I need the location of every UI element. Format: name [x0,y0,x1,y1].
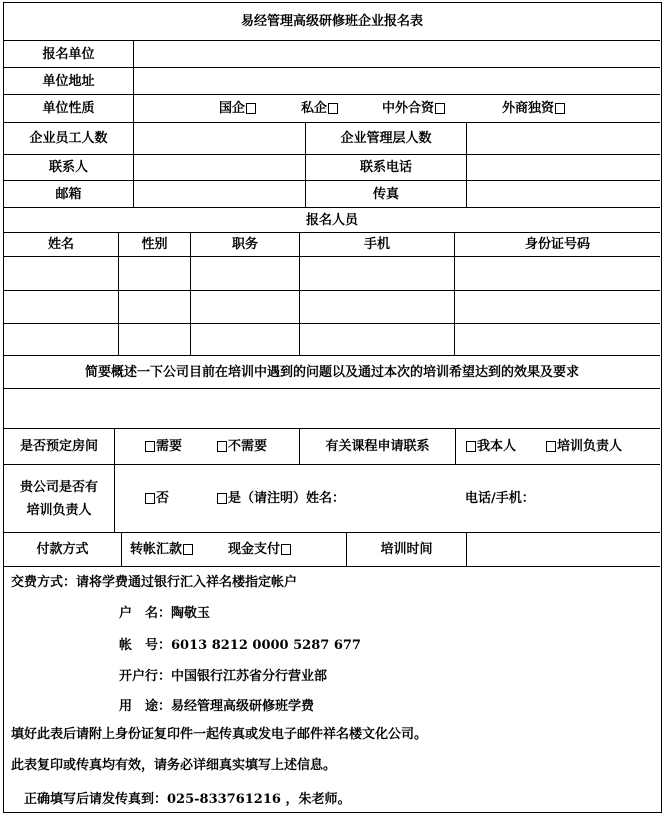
training-time-label: 培训时间 [347,533,467,567]
option-room-needed-label: 需要 [156,439,183,454]
description-field[interactable] [4,389,660,429]
attendee-row3-name[interactable] [4,324,119,356]
option-myself[interactable] [465,440,516,453]
option-foreign-owned-label: 外商独资 [502,101,555,116]
attendee-row2-name[interactable] [4,291,119,324]
checkbox-room-needed[interactable] [145,441,155,452]
phone-label: 联系电话 [306,155,467,181]
attendee-row1-name[interactable] [4,257,119,291]
option-bank-transfer[interactable] [130,543,194,556]
option-private[interactable] [301,102,339,115]
course-contact-label: 有关课程申请联系 [300,429,456,465]
bank-account-number: 帐 号：6013 8212 0000 5287 677 [119,638,361,653]
attendee-row1-gender[interactable] [119,257,191,291]
room-booking-options [115,429,300,465]
management-count-label: 企业管理层人数 [306,123,467,155]
checkbox-foreign-owned[interactable] [555,103,565,114]
trainer-question-label [4,465,115,533]
option-trainer-no-label: 否 [156,491,170,506]
option-cash[interactable] [228,543,292,556]
note-copies-valid: 此表复印或传真均有效，请务必详细真实填写上述信息。 [11,758,337,773]
attendee-row3-id-number[interactable] [455,324,660,356]
company-address-label: 单位地址 [4,68,134,95]
payment-purpose: 用 途：易经管理高级研修班学费 [119,699,315,714]
checkbox-trainer-yes[interactable] [217,493,227,504]
attendee-row2-position[interactable] [191,291,300,324]
option-foreign-owned[interactable] [502,102,566,115]
checkbox-trainer-no[interactable] [145,493,155,504]
management-count-field[interactable] [467,123,660,155]
checkbox-room-not-needed[interactable] [217,441,227,452]
note-attach-id: 填好此表后请附上身份证复印件一起传真或发电子邮件祥名楼文化公司。 [11,727,428,742]
attendee-col-position: 职务 [191,233,300,257]
option-trainer-no[interactable] [144,492,169,505]
option-state-owned-label: 国企 [219,101,246,116]
email-field[interactable] [134,181,306,208]
option-state-owned[interactable] [219,102,257,115]
registration-form [3,2,662,813]
attendee-row2-mobile[interactable] [300,291,455,324]
option-myself-label: 我本人 [477,439,517,454]
room-booking-label: 是否预定房间 [4,429,115,465]
option-cash-label: 现金支付 [228,542,281,557]
contact-field[interactable] [134,155,306,181]
note-fax-to: 正确填写后请发传真到：025-833761216 ，朱老师。 [24,792,351,807]
staff-count-label: 企业员工人数 [4,123,134,155]
payment-method-label: 付款方式 [4,533,122,567]
fax-label: 传真 [306,181,467,208]
payment-instructions: 交费方式：请将学费通过银行汇入祥名楼指定帐户 [11,575,298,590]
company-nature-options [134,95,660,123]
option-joint-venture[interactable] [382,102,446,115]
fax-field[interactable] [467,181,660,208]
option-room-not-needed-label: 不需要 [228,439,268,454]
checkbox-myself[interactable] [466,441,476,452]
company-nature-label: 单位性质 [4,95,134,123]
checkbox-cash[interactable] [281,544,291,555]
company-name-field[interactable] [134,41,660,68]
trainer-question-line1: 贵公司是否有 [19,479,98,495]
option-room-needed[interactable] [144,440,182,453]
attendee-row3-mobile[interactable] [300,324,455,356]
attendee-row1-mobile[interactable] [300,257,455,291]
attendee-row1-position[interactable] [191,257,300,291]
attendee-col-id-number: 身份证号码 [455,233,660,257]
checkbox-joint-venture[interactable] [435,103,445,114]
course-contact-options [456,429,660,465]
option-training-manager[interactable] [545,440,622,453]
option-trainer-yes-label: 是（请注明）姓名： [228,491,346,506]
company-name-label: 报名单位 [4,41,134,68]
option-private-label: 私企 [301,101,328,116]
attendees-section-title: 报名人员 [4,208,660,233]
phone-field[interactable] [467,155,660,181]
trainer-question-line2: 培训负责人 [26,502,92,518]
contact-label: 联系人 [4,155,134,181]
attendee-row1-id-number[interactable] [455,257,660,291]
trainer-answer [115,465,660,533]
description-prompt: 简要概述一下公司目前在培训中遇到的问题以及通过本次的培训希望达到的效果及要求 [4,356,660,389]
checkbox-training-manager[interactable] [546,441,556,452]
option-trainer-yes[interactable] [216,492,345,505]
attendee-col-mobile: 手机 [300,233,455,257]
trainer-phone-label: 电话/手机： [465,491,535,506]
attendee-row3-gender[interactable] [119,324,191,356]
checkbox-private[interactable] [328,103,338,114]
option-training-manager-label: 培训负责人 [557,439,623,454]
checkbox-bank-transfer[interactable] [183,544,193,555]
attendee-row2-gender[interactable] [119,291,191,324]
training-time-field[interactable] [467,533,660,567]
option-bank-transfer-label: 转帐汇款 [130,542,183,557]
attendee-row2-id-number[interactable] [455,291,660,324]
attendee-row3-position[interactable] [191,324,300,356]
attendee-col-name: 姓名 [4,233,119,257]
payment-method-options [122,533,347,567]
option-room-not-needed[interactable] [216,440,267,453]
email-label: 邮箱 [4,181,134,208]
attendee-col-gender: 性别 [119,233,191,257]
bank-branch: 开户行：中国银行江苏省分行营业部 [119,669,328,684]
bank-account-name: 户 名：陶敬玉 [119,606,211,621]
form-title: 易经管理高级研修班企业报名表 [4,3,660,41]
option-joint-venture-label: 中外合资 [382,101,435,116]
company-address-field[interactable] [134,68,660,95]
checkbox-state-owned[interactable] [246,103,256,114]
staff-count-field[interactable] [134,123,306,155]
